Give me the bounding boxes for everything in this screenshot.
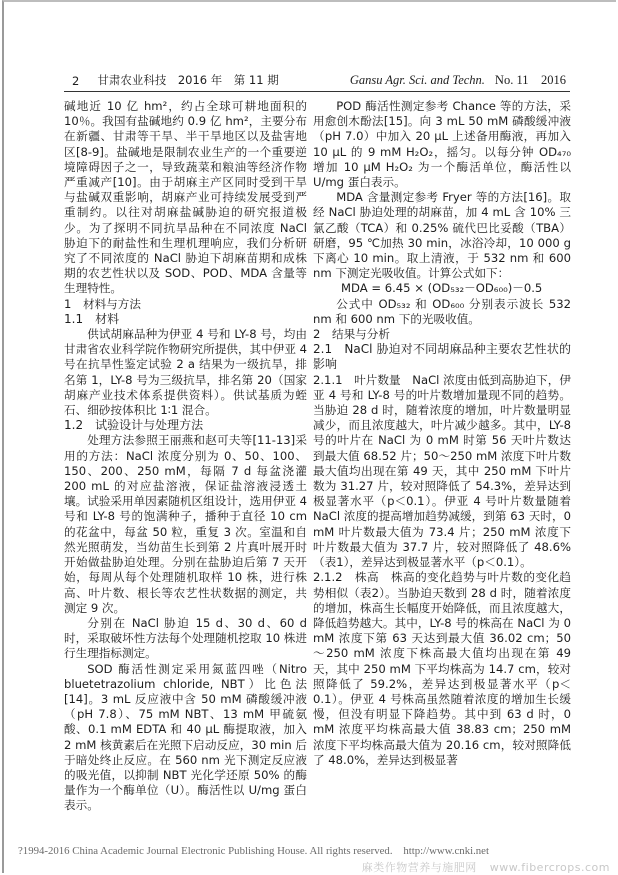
- sampling-paragraph: 分别在 NaCl 胁迫 15 d、30 d、60 d 时，采取破坏性方法每个处理随机挖取 10 株进行生理指标测定。: [64, 615, 307, 661]
- section-1-1-heading: 1.1 材料: [64, 311, 120, 326]
- plant-height-paragraph: 2.1.2 株高 株高的变化趋势与叶片数的变化趋势相似（表2）。当胁迫天数到 28 d 时，随着浓度的增加，株高生长幅度开始降低，而且浓度越大，降低趋势越大。其中，LY-8 号的株高在 NaCl 为 0 mM 浓度下第 63 天达到最大值 36.02 cm；50～250 mM 浓度下株高最大值均出现在第 49 天，其中 250 mM 下平均株高为 14.7 cm，较对照降低了 59.2%，差异达到极显著水平（p＜0.1）。伊亚 4 号株高虽然随着浓度的增加生长缓慢，但没有明显下降趋势。其中到 63 d 时，0 mM 浓度平均株高最大值 38.83 cm；250 mM 浓度下平均株高最大值为 20.16 cm，较对照降低了 48.0%，差异达到极显著: [313, 570, 571, 767]
- section-2-1-heading: 2.1 NaCl 胁迫对不同胡麻品种主要农艺性状的影响: [313, 342, 571, 372]
- right-column: [313, 99, 571, 768]
- watermark: [362, 858, 610, 874]
- watermark-url: www.fibercrops.com: [489, 861, 610, 874]
- treatment-paragraph: 处理方法参照王丽燕和赵可夫等[11-13]采用的方法：NaCl 浓度分别为 0、50、100、150、200、250 mM，每隔 7 d 每盆浇灌 200 mL 的对应盐溶液，保证盐溶液浸透土壤。试验采用单因素随机区组设计，选用伊亚 4 号和 LY-8 号的饱满种子，播种于直径 10 cm 的花盆中，每盆 50 粒，重复 3 次。室温和自然光照萌发，当幼苗生长到第 2 片真叶展开时开始做盐胁迫处理。分别在盐胁迫后第 7 天开始，每周从每个处理随机取样 10 株，进行株高、叶片数、根长等农艺性状数据的测定，共测定 9 次。: [64, 433, 307, 615]
- mda-method-paragraph: MDA 含量测定参考 Fryer 等的方法[16]。取经 NaCl 胁迫处理的胡麻苗，加 4 mL 含 10% 三氯乙酸（TCA）和 0.25% 硫代巴比妥酸（TBA）研磨，95 ℃加热 30 min，冰浴冷却，10 000 g 下离心 10 min。取上清液，于 532 nm 和 600 nm 下测定光吸收值。计算公式如下：: [313, 190, 571, 281]
- pod-method-paragraph: POD 酶活性测定参考 Chance 等的方法，采用愈创木酚法[15]。向 3 mL 50 mM 磷酸缓冲液（pH 7.0）中加入 20 μL 上述备用酶液，再加入 10 μL 的 9 mM H₂O₂，摇匀。以每分钟 OD₄₇₀ 增加 10 μM H₂O₂ 为一个酶活单位，酶活性以 U/mg 蛋白表示。: [313, 99, 571, 190]
- sod-method-paragraph: SOD 酶活性测定采用氮蓝四唑（Nitro bluetetrazolium chloride, NBT）比色法[14]。3 mL 反应液中含 50 mM 磷酸缓冲液（pH 7.8）、75 mM NBT、13 mM 甲硫氨酸、0.1 mM EDTA 和 40 μL 酶提取液，加入 2 mM 核黄素后在光照下启动反应，30 min 后于暗处终止反应。在 560 nm 光下测定反应液的吸光值，以抑制 NBT 光化学还原 50% 的酶量作为一个酶单位（U）。酶活性以 U/mg 蛋白表示。: [64, 661, 307, 813]
- leaf-number-paragraph: 2.1.1 叶片数量 NaCl 浓度由低到高胁迫下，伊亚 4 号和 LY-8 号的叶片数增加量现不同的趋势。当胁迫 28 d 时，随着浓度的增加，叶片数量明显减少，而且浓度越大，叶片减少越多。其中，LY-8 号的叶片在 NaCl 为 0 mM 时第 56 天叶片数达到最大值 68.52 片；50～250 mM 浓度下叶片数最大值均出现在第 49 天，其中 250 mM 下叶片数为 31.27 片，较对照降低了 54.3%，差异达到极显著水平（p＜0.1）。伊亚 4 号叶片数量随着 NaCl 浓度的提高增加趋势减缓，到第 63 天时，0 mM 叶片数最大值为 73.4 片；250 mM 浓度下叶片数最大值为 37.7 片，较对照降低了 48.6%（表1），差异达到极显著水平（p＜0.1）。: [313, 372, 571, 570]
- materials-paragraph: 供试胡麻品种为伊亚 4 号和 LY-8 号，均由甘肃省农业科学院作物研究所提供，其中伊亚 4 号在抗旱性鉴定试验 2 a 结果为一级抗旱，排名第 1，LY-8 号为三级抗旱，排名第 20（国家胡麻产业技术体系提供资料）。供试基质为蛭石、细砂按体积比 1∶1 混合。: [64, 327, 307, 418]
- intro-paragraph: 碱地近 10 亿 hm²，约占全球可耕地面积的 10％。我国有盐碱地约 0.9 亿 hm²，主要分布在新疆、甘肃等干旱、半干旱地区以及盐害地区[8-9]。盐碱地是限制农业生产的一个重要逆境障碍因子之一，导致蔬菜和粮油等经济作物严重减产[10]。由于胡麻主产区同时受到干旱与盐碱双重影响，胡麻产业可持续发展受到严重制约。以往对胡麻盐碱胁迫的研究报道极少。为了探明不同抗旱品种在不同浓度 NaCl 胁迫下的耐盐性和生理机理响应，我们分析研究了不同浓度的 NaCl 胁迫下胡麻苗期和成株期的农艺性状以及 SOD、POD、MDA 含量等生理特性。: [64, 99, 307, 296]
- section-1-heading: 1 材料与方法: [64, 296, 141, 311]
- section-1-2-heading: 1.2 试验设计与处理方法: [64, 418, 204, 433]
- left-column: [64, 99, 307, 814]
- journal-title-en: Gansu Agr. Sci. and Techn.: [349, 73, 485, 87]
- journal-issue-en: No. 11 2016: [494, 73, 566, 87]
- watermark-text: 麻类作物营养与施肥网: [361, 861, 477, 874]
- copyright-footer: ?1994-2016 China Academic Journal Electronic Publishing House. All rights reserved. http://www.cnki.net: [18, 845, 489, 857]
- running-header: [64, 72, 570, 92]
- section-2-heading: 2 结果与分析: [313, 327, 390, 342]
- formula-note: 公式中 OD₅₃₂ 和 OD₆₀₀ 分别表示波长 532 nm 和 600 nm 下的光吸收值。: [313, 296, 571, 326]
- journal-title-cn: 甘肃农业科技 2016 年 第 11 期: [97, 73, 279, 87]
- page-number: 2: [72, 74, 80, 88]
- mda-formula: MDA = 6.45 × (OD₅₃₂－OD₆₀₀)－0.5: [341, 281, 543, 296]
